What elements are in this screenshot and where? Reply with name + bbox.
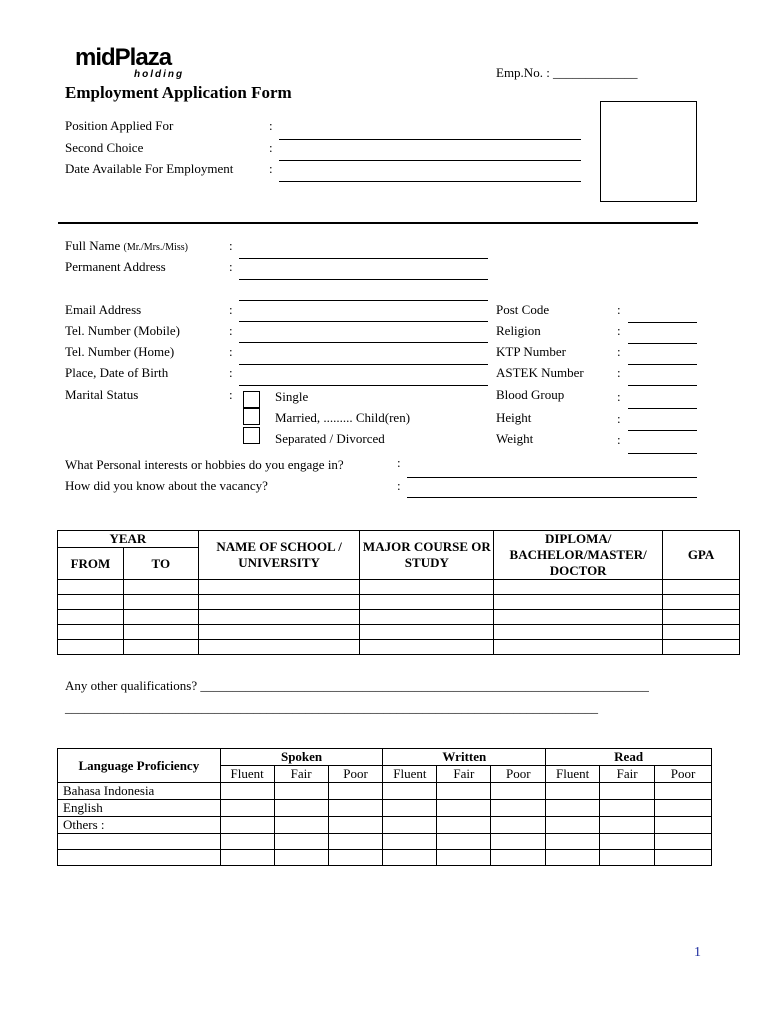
table-cell[interactable] [491,817,546,834]
table-cell[interactable] [198,580,360,595]
table-cell[interactable] [494,640,663,655]
table-cell[interactable] [655,850,712,866]
table-cell[interactable] [123,640,198,655]
table-cell[interactable] [58,580,124,595]
table-cell[interactable] [274,850,328,866]
table-cell[interactable] [437,817,491,834]
other-qualifications-label[interactable]: Any other qualifications? _____________________________________________________________________ [65,678,649,693]
table-row [58,783,712,800]
table-cell[interactable] [437,783,491,800]
table-cell[interactable] [663,580,740,595]
logo-sub-text: holding [134,69,185,80]
place-dob-label: Place, Date of Birth [65,365,169,380]
table-cell[interactable] [383,783,437,800]
table-cell[interactable] [383,800,437,817]
language-table [57,748,712,866]
post-code-label: Post Code [496,302,550,317]
email-field[interactable] [239,321,488,322]
colon: : [269,118,273,133]
hobbies-label: What Personal interests or hobbies do you engage in? [65,457,344,472]
fluent-label: Fluent [546,766,600,783]
position-label: Position Applied For [65,118,174,133]
table-cell[interactable] [220,817,274,834]
table-cell[interactable] [360,610,494,625]
date-available-label: Date Available For Employment [65,161,234,176]
table-cell[interactable] [360,625,494,640]
table-cell[interactable] [198,640,360,655]
fair-label: Fair [274,766,328,783]
poor-label: Poor [328,766,383,783]
address-field-2[interactable] [239,300,488,301]
poor-label: Poor [655,766,712,783]
table-cell[interactable] [274,817,328,834]
single-option-label: Single [275,389,309,404]
table-row [58,610,740,625]
table-cell[interactable] [437,800,491,817]
major-header: MAJOR COURSE OR STUDY [360,531,494,580]
ktp-number-field[interactable] [628,364,697,365]
table-cell[interactable] [491,834,546,850]
table-cell[interactable] [274,800,328,817]
language-proficiency-header: Language Proficiency [58,749,221,783]
table-cell[interactable] [328,783,383,800]
fair-label: Fair [437,766,491,783]
language-name[interactable] [58,850,221,866]
table-row [58,580,740,595]
table-cell[interactable] [383,817,437,834]
fair-label: Fair [600,766,655,783]
table-cell[interactable] [494,610,663,625]
date-available-field[interactable] [279,181,581,182]
company-logo [75,45,190,85]
astek-number-label: ASTEK Number [496,365,584,380]
table-row [58,595,740,610]
table-row [58,625,740,640]
colon: : [229,302,233,317]
table-cell[interactable] [663,625,740,640]
table-cell[interactable] [58,625,124,640]
colon: : [229,387,233,402]
marital-status-label: Marital Status [65,387,139,402]
tel-home-label: Tel. Number (Home) [65,344,175,359]
tel-home-field[interactable] [239,364,488,365]
table-cell[interactable] [491,850,546,866]
vacancy-label: How did you know about the vacancy? [65,478,268,493]
weight-field[interactable] [628,453,697,454]
education-table [57,530,740,655]
table-cell[interactable] [383,850,437,866]
full-name-label [65,238,188,256]
table-cell[interactable] [274,834,328,850]
table-cell[interactable] [663,595,740,610]
table-row [58,834,712,850]
table-cell[interactable] [360,595,494,610]
hobbies-field[interactable] [407,477,697,478]
school-header: NAME OF SCHOOL / UNIVERSITY [198,531,360,580]
table-cell[interactable] [220,834,274,850]
colon: : [617,323,621,338]
table-cell[interactable] [383,834,437,850]
astek-number-field[interactable] [628,385,697,386]
table-row [58,850,712,866]
emp-no[interactable]: Emp.No. : _____________ [496,65,638,80]
poor-label: Poor [491,766,546,783]
colon: : [397,455,401,470]
table-cell[interactable] [546,783,600,800]
table-cell[interactable] [494,580,663,595]
table-cell[interactable] [600,850,655,866]
table-cell[interactable] [360,640,494,655]
permanent-address-label: Permanent Address [65,259,166,274]
table-cell[interactable] [663,610,740,625]
colon: : [617,411,621,426]
table-cell[interactable] [123,595,198,610]
form-title: Employment Application Form [65,83,292,102]
place-dob-field[interactable] [239,385,488,386]
table-cell[interactable] [600,834,655,850]
weight-label: Weight [496,431,534,446]
from-header: FROM [58,548,124,580]
table-cell[interactable] [437,834,491,850]
table-cell[interactable] [494,625,663,640]
post-code-field[interactable] [628,322,697,323]
married-checkbox[interactable] [243,408,260,425]
table-cell[interactable] [546,834,600,850]
colon: : [397,478,401,493]
table-cell[interactable] [328,800,383,817]
language-name: Bahasa Indonesia [58,783,221,800]
religion-label: Religion [496,323,541,338]
colon: : [229,259,233,274]
position-field[interactable] [279,139,581,140]
height-label: Height [496,410,532,425]
separated-option-label: Separated / Divorced [275,431,385,446]
spoken-header: Spoken [220,749,383,766]
colon: : [617,432,621,447]
email-label: Email Address [65,302,142,317]
table-row [58,640,740,655]
table-cell[interactable] [600,800,655,817]
blood-group-label: Blood Group [496,387,565,402]
second-choice-field[interactable] [279,160,581,161]
full-name-hint: (Mr./Mrs./Miss) [123,242,188,253]
table-cell[interactable] [198,610,360,625]
table-cell[interactable] [220,850,274,866]
logo-main-text: midPlaza [75,44,172,71]
table-cell[interactable] [58,610,124,625]
table-cell[interactable] [58,640,124,655]
table-cell[interactable] [220,800,274,817]
table-cell[interactable] [655,817,712,834]
table-cell[interactable] [546,800,600,817]
table-cell[interactable] [600,817,655,834]
diploma-header: DIPLOMA/ BACHELOR/MASTER/ DOCTOR [494,531,663,580]
table-cell[interactable] [600,783,655,800]
language-name: English [58,800,221,817]
language-name: Others : [58,817,221,834]
table-cell[interactable] [655,783,712,800]
table-cell[interactable] [123,610,198,625]
table-cell[interactable] [328,850,383,866]
single-checkbox[interactable] [243,391,260,408]
full-name-field[interactable] [239,258,488,259]
table-cell[interactable] [198,625,360,640]
colon: : [617,389,621,404]
table-cell[interactable] [274,783,328,800]
table-cell[interactable] [123,580,198,595]
table-row [58,800,712,817]
tel-mobile-label: Tel. Number (Mobile) [65,323,180,338]
table-cell[interactable] [328,834,383,850]
colon: : [617,365,621,380]
table-row [58,817,712,834]
fluent-label: Fluent [383,766,437,783]
vacancy-field[interactable] [407,497,697,498]
colon: : [617,344,621,359]
table-cell[interactable] [491,800,546,817]
read-header: Read [546,749,712,766]
table-cell[interactable] [123,625,198,640]
year-header: YEAR [58,531,199,548]
colon: : [229,238,233,253]
blood-group-field[interactable] [628,408,697,409]
photo-box[interactable] [600,101,697,202]
table-cell[interactable] [437,850,491,866]
colon: : [269,161,273,176]
religion-field[interactable] [628,343,697,344]
married-option-label: Married, ......... Child(ren) [275,410,411,425]
colon: : [229,344,233,359]
table-cell[interactable] [655,800,712,817]
table-cell[interactable] [494,595,663,610]
colon: : [229,365,233,380]
table-cell[interactable] [198,595,360,610]
table-cell[interactable] [546,850,600,866]
written-header: Written [383,749,546,766]
colon: : [269,140,273,155]
address-field-1[interactable] [239,279,488,280]
separated-checkbox[interactable] [243,427,260,444]
section-divider [58,222,698,224]
second-choice-label: Second Choice [65,140,144,155]
table-cell[interactable] [220,783,274,800]
other-qualifications-line[interactable]: __________________________________________________________________________________ [65,700,598,715]
colon: : [617,302,621,317]
height-field[interactable] [628,430,697,431]
table-cell[interactable] [360,580,494,595]
ktp-number-label: KTP Number [496,344,566,359]
table-cell[interactable] [546,817,600,834]
table-cell[interactable] [58,595,124,610]
colon: : [229,323,233,338]
fluent-label: Fluent [220,766,274,783]
table-cell[interactable] [663,640,740,655]
page-number: 1 [694,945,701,960]
tel-mobile-field[interactable] [239,342,488,343]
to-header: TO [123,548,198,580]
full-name-text: Full Name [65,238,121,253]
table-cell[interactable] [491,783,546,800]
table-cell[interactable] [328,817,383,834]
language-name[interactable] [58,834,221,850]
gpa-header: GPA [663,531,740,580]
table-cell[interactable] [655,834,712,850]
